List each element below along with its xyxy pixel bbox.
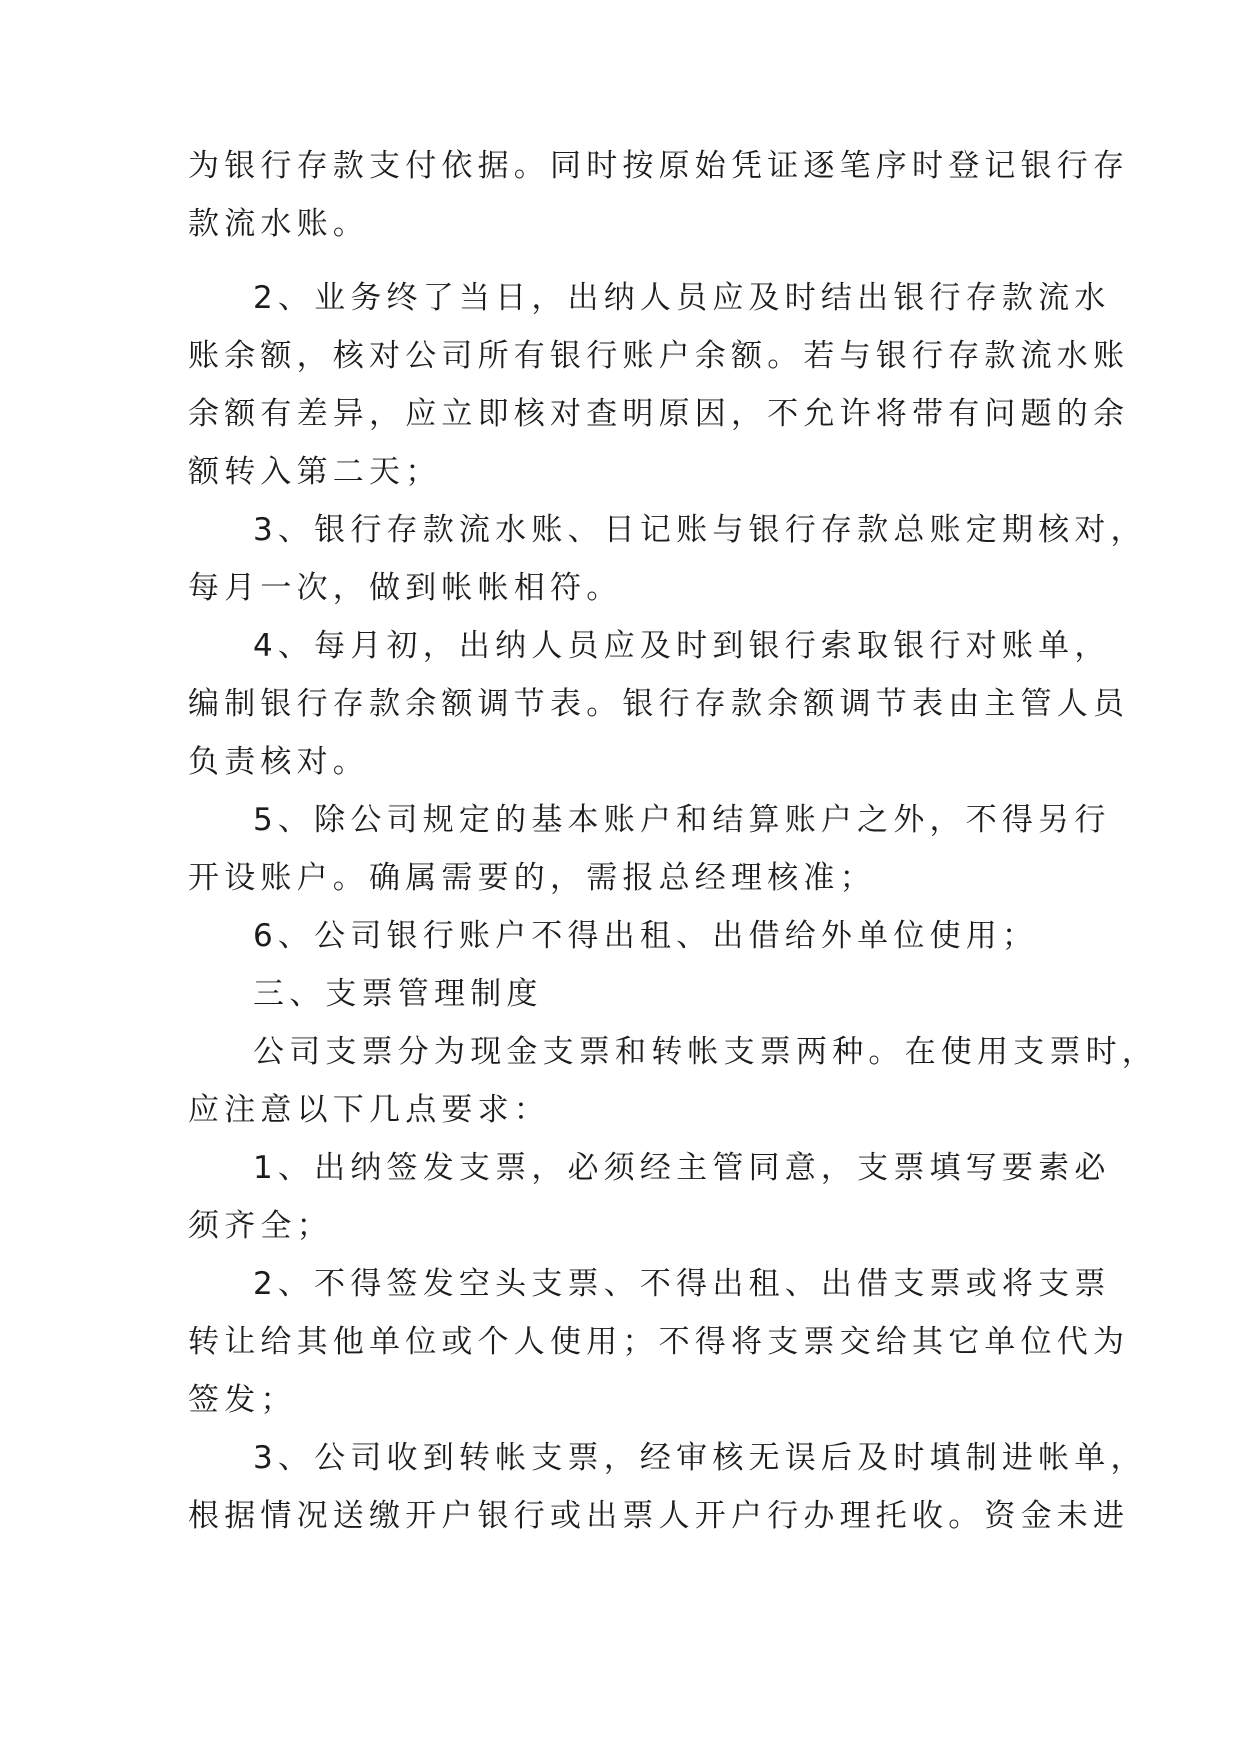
text-line: 1、出纳签发支票，必须经主管同意，支票填写要素必 bbox=[253, 1150, 1111, 1186]
section-heading: 三、支票管理制度 bbox=[253, 976, 543, 1012]
text-line: 每月一次，做到帐帐相符。 bbox=[188, 570, 623, 606]
text-line: 应注意以下几点要求： bbox=[188, 1092, 550, 1128]
text-line: 须齐全； bbox=[188, 1208, 333, 1244]
text-line: 开设账户。确属需要的，需报总经理核准； bbox=[188, 860, 876, 896]
text-line: 公司支票分为现金支票和转帐支票两种。在使用支票时， bbox=[253, 1034, 1158, 1070]
text-line: 根据情况送缴开户银行或出票人开户行办理托收。资金未进 bbox=[188, 1498, 1130, 1534]
text-line: 签发； bbox=[188, 1382, 297, 1418]
text-line: 额转入第二天； bbox=[188, 454, 442, 490]
text-line: 3、公司收到转帐支票，经审核无误后及时填制进帐单， bbox=[253, 1440, 1147, 1476]
text-line: 6、公司银行账户不得出租、出借给外单位使用； bbox=[253, 918, 1039, 954]
text-line: 余额有差异，应立即核对查明原因，不允许将带有问题的余 bbox=[188, 396, 1130, 432]
text-line: 2、不得签发空头支票、不得出租、出借支票或将支票 bbox=[253, 1266, 1111, 1302]
text-line: 为银行存款支付依据。同时按原始凭证逐笔序时登记银行存 bbox=[188, 148, 1130, 184]
text-line: 款流水账。 bbox=[188, 206, 369, 242]
text-line: 2、业务终了当日，出纳人员应及时结出银行存款流水 bbox=[253, 280, 1111, 316]
text-line: 负责核对。 bbox=[188, 744, 369, 780]
text-line: 转让给其他单位或个人使用；不得将支票交给其它单位代为 bbox=[188, 1324, 1130, 1360]
text-line: 编制银行存款余额调节表。银行存款余额调节表由主管人员 bbox=[188, 686, 1130, 722]
text-line: 3、银行存款流水账、日记账与银行存款总账定期核对， bbox=[253, 512, 1147, 548]
text-line: 5、除公司规定的基本账户和结算账户之外，不得另行 bbox=[253, 802, 1111, 838]
text-line: 账余额，核对公司所有银行账户余额。若与银行存款流水账 bbox=[188, 338, 1130, 374]
text-line: 4、每月初，出纳人员应及时到银行索取银行对账单， bbox=[253, 628, 1111, 664]
